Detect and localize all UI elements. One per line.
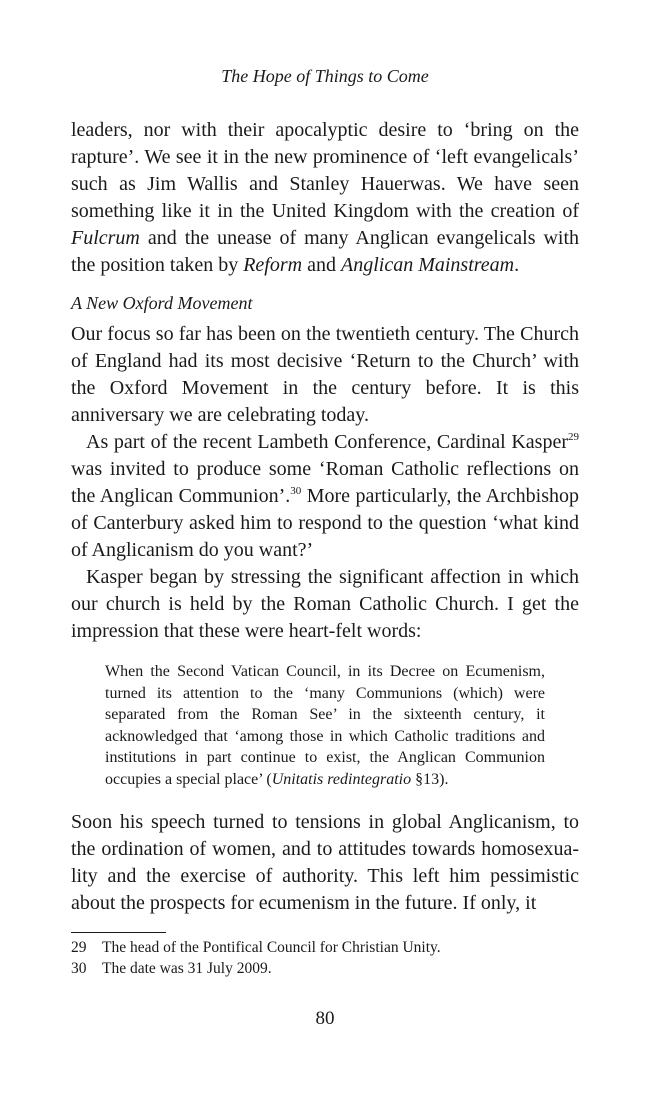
footnote-marker: 29 bbox=[568, 431, 579, 443]
footnotes bbox=[71, 937, 579, 979]
footnote-text: The date was 31 July 2009. bbox=[102, 960, 272, 977]
section-heading: A New Oxford Movement bbox=[71, 293, 253, 313]
text-run: More particularly, the Archbishop of Canterbury asked him to respond to the question ‘what kind of Anglicanism do you want?’ bbox=[71, 485, 580, 561]
footnote-text: The head of the Pontifical Council for Christian Unity. bbox=[102, 939, 441, 956]
text-run: When the Second Vatican Council, in its Decree on Ecumenism, turned its attention to the ‘many Communions (which) were separated from the Roman See’ in the sixteenth century, it acknowledged that ‘among those in which Catholic traditions and institutions in part continue to exist, the Anglican Communion occupies a special place’ ( bbox=[105, 663, 545, 788]
body-text bbox=[71, 117, 579, 917]
italic-term: Fulcrum bbox=[71, 227, 140, 249]
italic-term: Anglican Mainstream bbox=[340, 254, 515, 276]
text-run: was invited to produce some ‘Roman Catholic reflections on the Anglican Communion’. bbox=[71, 458, 579, 507]
running-head: The Hope of Things to Come bbox=[221, 66, 429, 86]
block-quote bbox=[105, 661, 545, 790]
paragraph-4: Kasper began by stressing the significant affection in which our church is held by the Roman Catholic Church. I get the impression that these were heart-felt words: bbox=[71, 566, 579, 642]
paragraph-3 bbox=[71, 429, 579, 564]
text-run: §13). bbox=[411, 770, 449, 788]
footnote-divider bbox=[71, 932, 166, 933]
paragraph-2: Our focus so far has been on the twentieth century. The Church of England had its most decisive ‘Return to the Church’ with the Oxford Movement in the century before. It is this anniversary we are celebrating today. bbox=[71, 323, 579, 426]
italic-title: Unitatis redintegratio bbox=[271, 770, 412, 788]
text-run: leaders, nor with their apocalyptic desire to ‘bring on the rapture’. We see it in the new prominence of ‘left evangelicals’ such as Jim Wallis and Stanley Hauerwas. We have seen something like it in the United Kingdom with the creation of bbox=[71, 119, 579, 222]
text-run: As part of the recent Lambeth Conference, Cardinal Kasper bbox=[86, 431, 568, 453]
text-run: and bbox=[302, 254, 341, 276]
footnote-number: 29 bbox=[71, 939, 87, 956]
footnote-number: 30 bbox=[71, 960, 87, 977]
paragraph-1 bbox=[71, 117, 579, 279]
footnote-item bbox=[71, 937, 579, 958]
text-run: and the unease of many Anglican evangelicals with the position taken by bbox=[71, 227, 579, 276]
page-number: 80 bbox=[315, 1008, 335, 1029]
text-run: . bbox=[514, 254, 520, 276]
italic-term: Reform bbox=[243, 254, 303, 276]
paragraph-5: Soon his speech turned to tensions in global Anglicanism, to the ordination of women, and to attitudes towards homosexuality and the exercise of authority. This left him pessimistic about the prospects for ecumenism in the future. If only, it bbox=[71, 811, 579, 914]
footnote-marker: 30 bbox=[290, 485, 302, 497]
footnote-item bbox=[71, 958, 579, 979]
